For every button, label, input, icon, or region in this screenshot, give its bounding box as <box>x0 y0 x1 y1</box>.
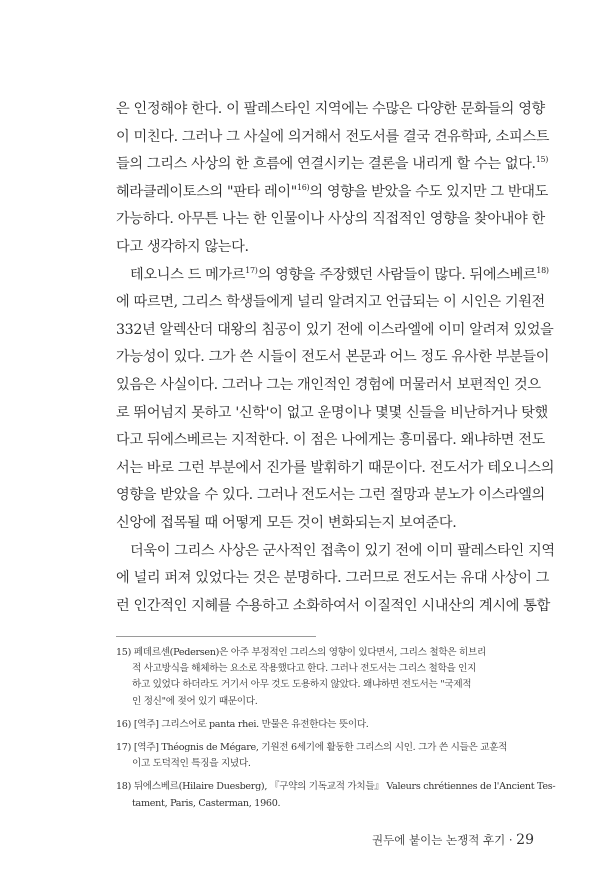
footnotes <box>116 645 556 819</box>
footnote-17 <box>116 740 534 772</box>
footnote-text: [역주] Théognis de Mégare, 기원전 6세기에 활동한 그리스의 시인. 그가 쓴 시들은 교훈적 <box>133 742 508 754</box>
footnote-marker-16[interactable]: 16) <box>296 182 310 192</box>
footnote-text: [역주] 그리스어로 panta rhei. 만물은 유전한다는 뜻이다. <box>133 718 369 730</box>
text-line: 다고 뒤에스베르는 지적한다. 이 점은 나에게는 흥미롭다. 왜냐하면 전도 <box>116 432 545 449</box>
footnote-marker-17[interactable]: 17) <box>245 265 258 275</box>
text-line <box>116 262 549 290</box>
page-footer <box>372 832 534 848</box>
text-line: 가능하다. 아무튼 나는 한 인물이나 사상의 직접적인 영향을 찾아내야 한 <box>116 211 545 228</box>
footnote-marker-15[interactable]: 15) <box>535 155 549 165</box>
footnote-line <box>116 740 534 756</box>
text-line: 에 따르면, 그리스 학생들에게 널리 알려지고 언급되는 이 시인은 기원전 <box>116 294 545 311</box>
footnote-line <box>116 645 534 661</box>
footnote-line <box>116 717 534 733</box>
text-line: 로 뛰어넘지 못하고 '신학'이 없고 운명이나 몇몇 신들을 비난하거나 탓했 <box>116 404 548 421</box>
footnote-line: 하고 있었다 하더라도 거기서 아무 것도 도용하지 않았다. 왜냐하면 전도서는 "국제적 <box>132 679 472 691</box>
footnote-line: 적 사고방식을 해체하는 요소로 작용했다고 한다. 그러나 전도서는 그리스 철학을 인지 <box>132 663 477 675</box>
text-line: 가능성이 있다. 그가 쓴 시들이 전도서 본문과 어느 정도 유사한 부분들이 <box>116 349 550 366</box>
footnote-number: 17) <box>116 742 132 754</box>
text-line <box>116 151 549 179</box>
footnote-number: 15) <box>116 647 132 658</box>
footnote-number: 16) <box>116 718 132 730</box>
text-segment: 테오니스 드 메가르 <box>130 266 246 283</box>
text-line: 이 미친다. 그러나 그 사실에 의거해서 전도서를 결국 견유학파, 소피스트 <box>116 128 550 145</box>
running-title: 권두에 붙이는 논쟁적 후기 <box>372 833 506 847</box>
footnote-line: 이고 도덕적인 특징을 지녔다. <box>132 758 251 770</box>
text-segment: 들의 그리스 사상의 한 흐름에 연결시키는 결론을 내리게 할 수는 없다. <box>116 156 536 173</box>
text-line: 있음은 사실이다. 그러나 그는 개인적인 경험에 머물러서 보편적인 것으 <box>116 376 541 393</box>
page-number: 29 <box>516 832 534 848</box>
text-segment: 의 영향을 주장했던 사람들이 많다. 뒤에스베르 <box>257 266 537 283</box>
text-line: 에 널리 퍼져 있었다는 것은 분명하다. 그러므로 전도서는 유대 사상이 그 <box>116 570 550 587</box>
text-line: 서는 바로 그런 부분에서 진가를 발휘하기 때문이다. 전도서가 테오니스의 <box>116 459 555 476</box>
text-segment: 헤라클레이토스의 "판타 레이" <box>116 183 297 200</box>
footnote-text: 뒤에스베르(Hilaire Duesberg), 『구약의 기독교적 가치들』 Valeurs chrétiennes de l'Ancient Tes- <box>133 781 556 793</box>
footnote-number: 18) <box>116 781 132 793</box>
text-line <box>116 179 548 207</box>
footnote-line: tament, Paris, Casterman, 1960. <box>132 797 281 809</box>
footnote-15 <box>116 645 534 710</box>
text-line: 신앙에 접목될 때 어떻게 모든 것이 변화되는지 보여준다. <box>116 514 457 531</box>
text-line: 은 인정해야 한다. 이 팔레스타인 지역에는 수많은 다양한 문화들의 영향 <box>116 101 545 117</box>
footnote-18 <box>116 779 556 811</box>
footnote-16 <box>116 717 534 733</box>
footnote-divider <box>116 636 316 637</box>
text-line: 더욱이 그리스 사상은 군사적인 접촉이 있기 전에 이미 팔레스타인 지역 <box>130 542 555 559</box>
footnote-line: 인 정신"에 젖어 있기 때문이다. <box>132 695 258 707</box>
text-line: 다고 생각하지 않는다. <box>116 238 249 255</box>
text-line: 런 인간적인 지혜를 수용하고 소화하여서 이질적인 시내산의 계시에 통합 <box>116 597 550 614</box>
text-line: 영향을 받았을 수 있다. 그러나 전도서는 그런 절망과 분노가 이스라엘의 <box>116 487 545 504</box>
text-segment: 의 영향을 받았을 수도 있지만 그 반대도 <box>309 183 548 200</box>
text-line: 332년 알렉산더 대왕의 침공이 있기 전에 이스라엘에 이미 알려져 있었을 <box>116 321 554 338</box>
footnote-marker-18[interactable]: 18) <box>536 265 549 275</box>
body-text <box>116 96 555 620</box>
footnote-text: 페데르센(Pedersen)은 아주 부정적인 그리스의 영향이 있다면서, 그리스 철학은 히브리 <box>133 647 486 658</box>
footer-separator: · <box>508 833 513 847</box>
footnote-line <box>116 779 556 795</box>
